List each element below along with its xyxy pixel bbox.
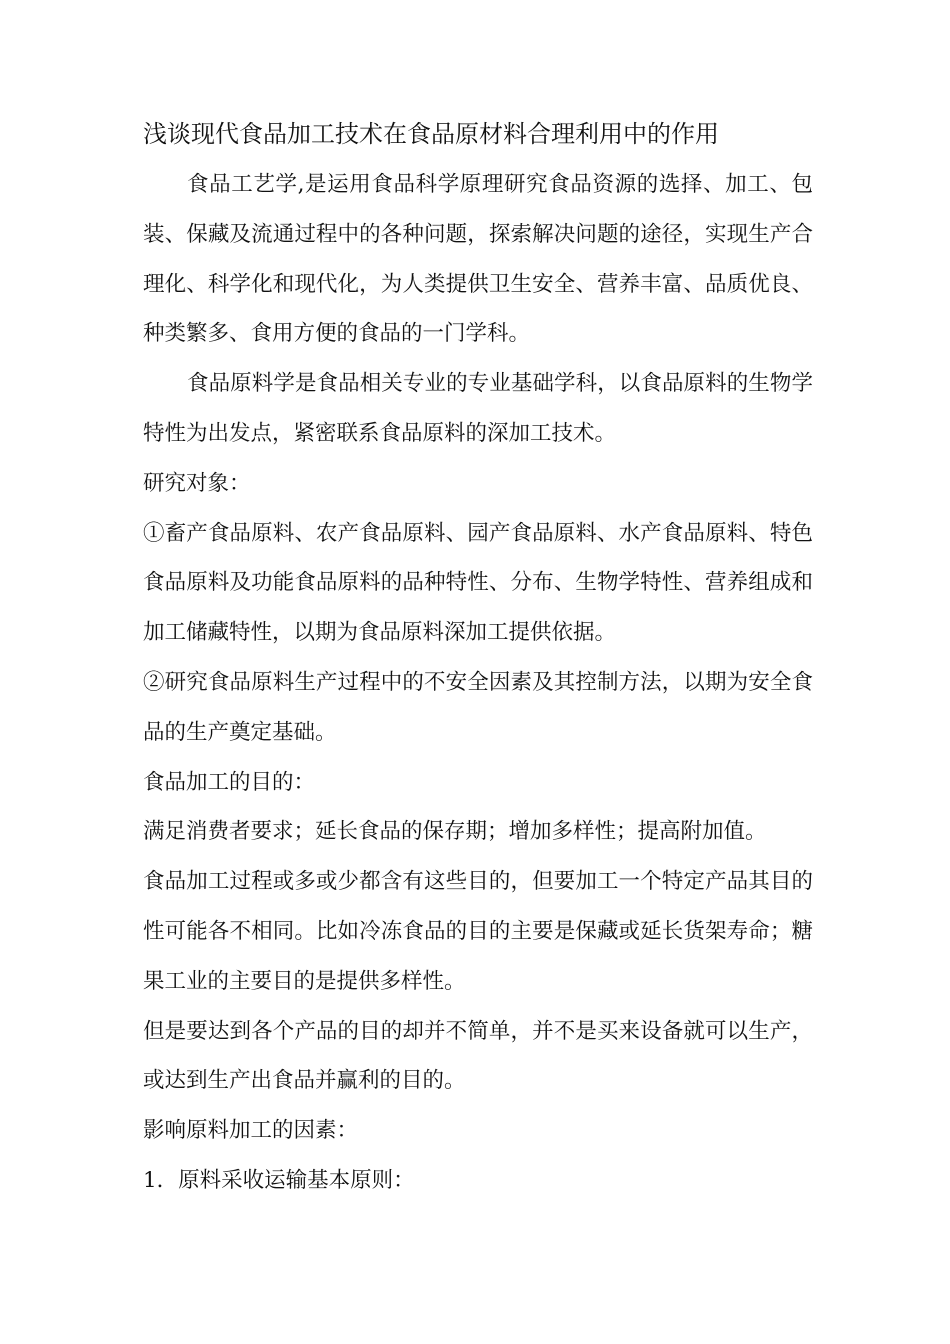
list-item-research-1: ①畜产食品原料、农产食品原料、园产食品原料、水产食品原料、特色食品原料及功能食品原料的品种特性、分布、生物学特性、营养组成和加工储藏特性，以期为食品原料深加工提供依据。	[143, 520, 813, 646]
heading-research-objects: 研究对象：	[143, 470, 251, 496]
list-item-harvest-transport: 1．原料采收运输基本原则：	[143, 1167, 415, 1193]
heading-influencing-factors: 影响原料加工的因素：	[143, 1118, 359, 1144]
list-item-research-2: ②研究食品原料生产过程中的不安全因素及其控制方法，以期为安全食品的生产奠定基础。	[143, 669, 813, 745]
document-title: 浅谈现代食品加工技术在食品原材料合理利用中的作用	[143, 120, 719, 148]
paragraph-food-technology: 食品工艺学,是运用食品科学原理研究食品资源的选择、加工、包装、保藏及流通过程中的各种问题，探索解决问题的途径，实现生产合理化、科学化和现代化，为人类提供卫生安全、营养丰富、品质优良、种类繁多、食用方便的食品的一门学科。	[143, 172, 813, 347]
paragraph-purpose-detail: 食品加工过程或多或少都含有这些目的，但要加工一个特定产品其目的性可能各不相同。比如冷冻食品的目的主要是保藏或延长货架寿命；糖果工业的主要目的是提供多样性。	[143, 869, 813, 994]
paragraph-raw-material-science: 食品原料学是食品相关专业的专业基础学科，以食品原料的生物学特性为出发点，紧密联系食品原料的深加工技术。	[143, 371, 813, 446]
paragraph-purposes: 满足消费者要求；延长食品的保存期；增加多样性；提高附加值。	[143, 819, 767, 845]
document-page	[143, 112, 813, 1206]
paragraph-difficulty: 但是要达到各个产品的目的却并不简单，并不是买来设备就可以生产，或达到生产出食品并赢利的目的。	[143, 1018, 813, 1094]
heading-processing-purpose: 食品加工的目的：	[143, 769, 316, 795]
